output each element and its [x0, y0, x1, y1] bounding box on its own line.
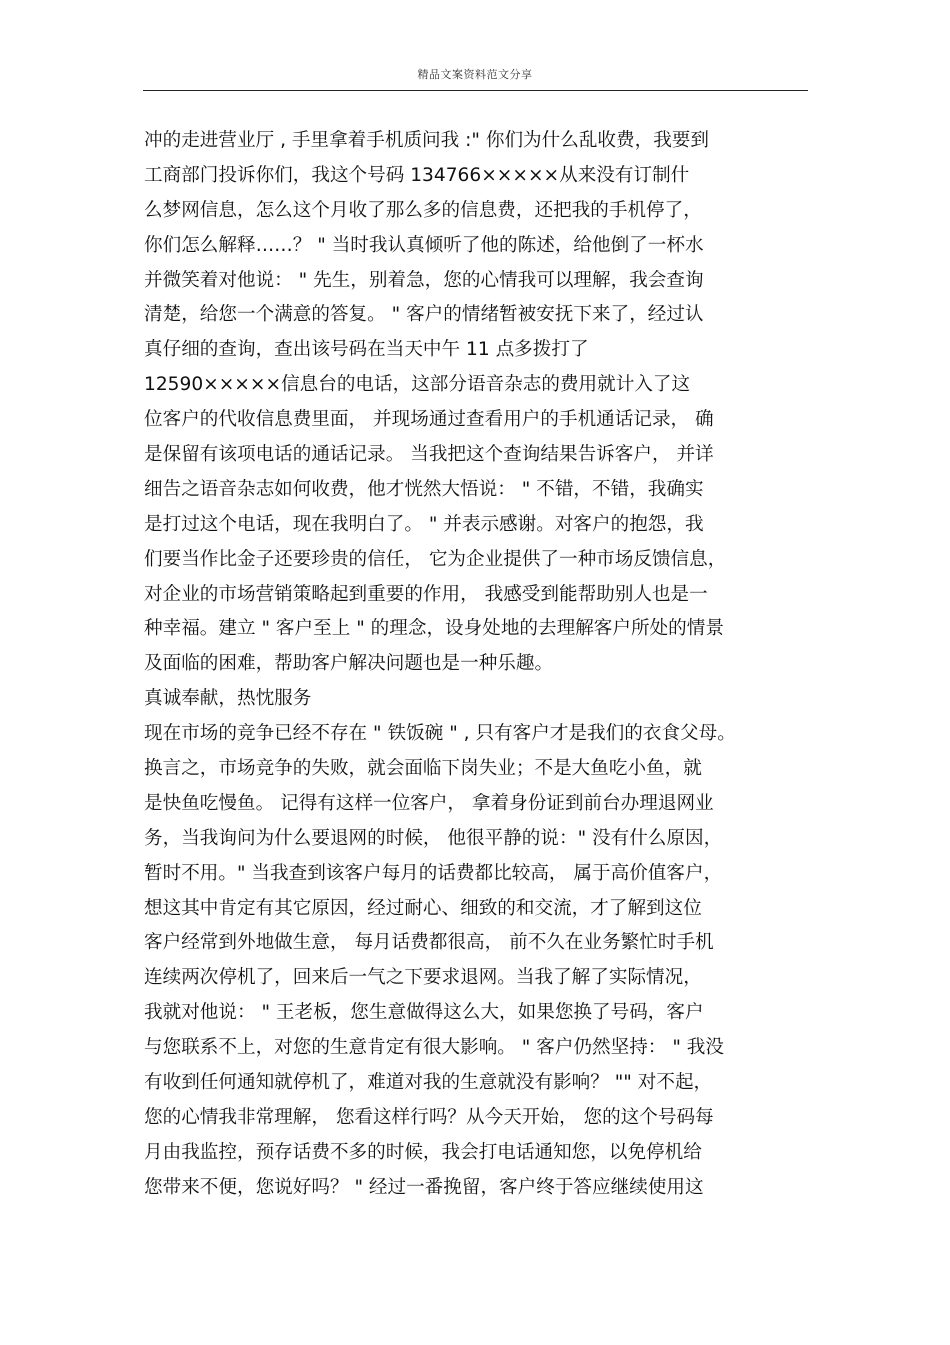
text-line: 现在市场的竞争已经不存在 " 铁饭碗 " , 只有客户才是我们的衣食父母。	[144, 723, 736, 745]
text-line: 么梦网信息，怎么这个月收了那么多的信息费，还把我的手机停了，	[144, 199, 702, 221]
text-line: 并微笑着对他说： " 先生，别着急，您的心情我可以理解，我会查询	[144, 269, 704, 291]
page-header: 精品文案资料范文分享	[417, 68, 533, 81]
section-heading: 真诚奉献，热忱服务	[144, 688, 312, 710]
text-line: 12590×××××信息台的电话，这部分语音杂志的费用就计入了这	[144, 374, 691, 396]
text-line: 您的心情我非常理解， 您看这样行吗？从今天开始， 您的这个号码每	[144, 1106, 714, 1128]
body-text	[144, 124, 808, 1206]
text-line: 工商部门投诉你们，我这个号码 134766×××××从来没有订制什	[144, 164, 690, 186]
text-line: 真仔细的查询，查出该号码在当天中午 11 点多拨打了	[144, 339, 589, 361]
text-line: 有收到任何通知就停机了，难道对我的生意就没有影响？ "" 对不起，	[144, 1072, 713, 1094]
text-line: 想这其中肯定有其它原因，经过耐心、细致的和交流，才了解到这位	[144, 897, 702, 919]
text-line: 客户经常到外地做生意， 每月话费都很高， 前不久在业务繁忙时手机	[144, 932, 714, 954]
header-divider	[143, 90, 808, 91]
text-line: 种幸福。建立 " 客户至上 " 的理念，设身处地的去理解客户所处的情景	[144, 618, 724, 640]
text-line: 是保留有该项电话的通话记录。 当我把这个查询结果告诉客户， 并详	[144, 444, 714, 466]
text-line: 换言之，市场竞争的失败，就会面临下岗失业；不是大鱼吃小鱼，就	[144, 758, 702, 780]
text-line: 与您联系不上，对您的生意肯定有很大影响。 " 客户仍然坚持： " 我没	[144, 1037, 724, 1059]
text-line: 冲的走进营业厅 , 手里拿着手机质问我 :" 你们为什么乱收费，我要到	[144, 130, 709, 151]
text-line: 是快鱼吃慢鱼。 记得有这样一位客户， 拿着身份证到前台办理退网业	[144, 792, 714, 814]
text-line: 月由我监控，预存话费不多的时候，我会打电话通知您，以免停机给	[144, 1141, 702, 1163]
text-line: 你们怎么解释……？ " 当时我认真倾听了他的陈述，给他倒了一杯水	[144, 234, 704, 256]
text-line: 清楚，给您一个满意的答复。 " 客户的情绪暂被安抚下来了，经过认	[144, 304, 704, 326]
text-line: 位客户的代收信息费里面， 并现场通过查看用户的手机通话记录， 确	[144, 409, 714, 431]
text-line: 及面临的困难，帮助客户解决问题也是一种乐趣。	[144, 653, 554, 675]
text-line: 您带来不便，您说好吗？ " 经过一番挽留，客户终于答应继续使用这	[144, 1176, 704, 1198]
text-line: 连续两次停机了，回来后一气之下要求退网。当我了解了实际情况，	[144, 967, 702, 989]
text-line: 是打过这个电话，现在我明白了。 " 并表示感谢。对客户的抱怨，我	[144, 513, 704, 535]
text-line: 细告之语音杂志如何收费，他才恍然大悟说： " 不错，不错，我确实	[144, 478, 704, 500]
text-line: 务，当我询问为什么要退网的时候， 他很平静的说：" 没有什么原因，	[144, 827, 723, 849]
text-line: 对企业的市场营销策略起到重要的作用， 我感受到能帮助别人也是一	[144, 583, 708, 605]
text-line: 暂时不用。" 当我查到该客户每月的话费都比较高， 属于高价值客户，	[144, 862, 723, 884]
text-line: 我就对他说： " 王老板，您生意做得这么大，如果您换了号码，客户	[144, 1002, 704, 1024]
text-line: 们要当作比金子还要珍贵的信任， 它为企业提供了一种市场反馈信息，	[144, 548, 727, 570]
